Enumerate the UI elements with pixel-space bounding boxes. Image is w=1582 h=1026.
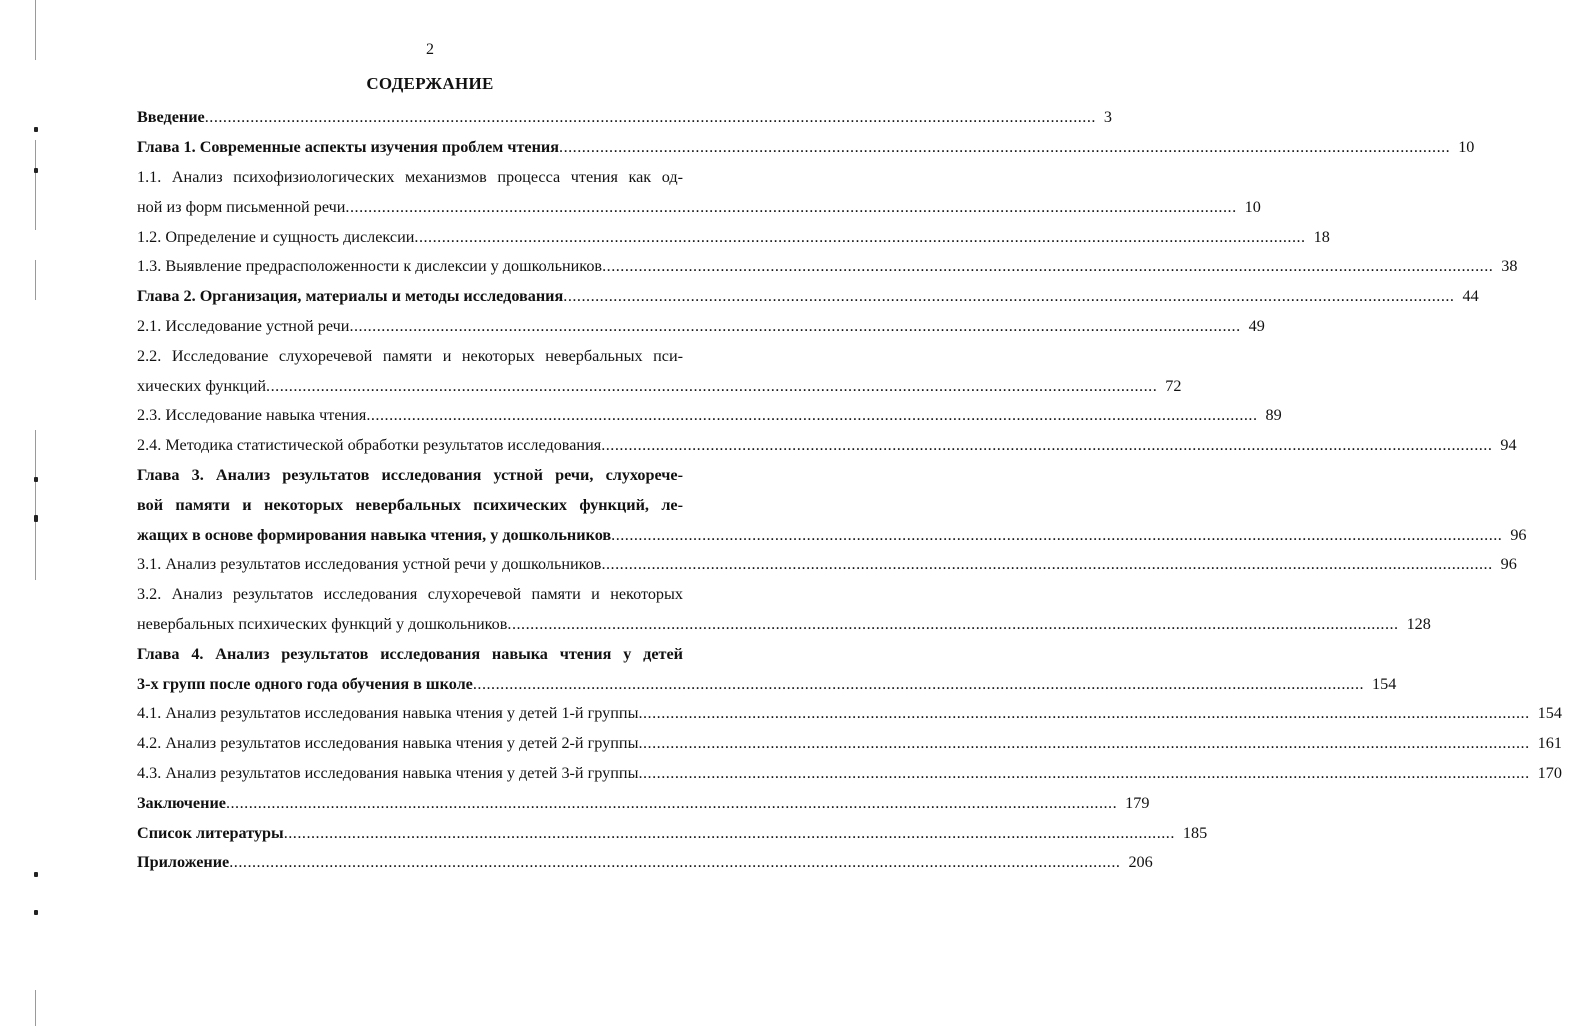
toc-leader-dots: ....................................................................................................................................................................................................: [563, 287, 1455, 306]
toc-entry-appendix[interactable]: [137, 848, 1153, 878]
toc-entry-text: жащих в основе формирования навыка чтения, у дошкольников: [137, 525, 612, 544]
toc-entry-chapter-1[interactable]: [137, 133, 1475, 163]
scan-binding-edge: [35, 0, 37, 1026]
toc-entry-chapter-3-line-1[interactable]: [137, 461, 729, 491]
toc-entry-1-2[interactable]: [137, 222, 1330, 252]
page-number: 2: [426, 41, 434, 58]
toc-entry-text: 4.3. Анализ результатов исследования навыка чтения у детей 3-й группы: [137, 763, 639, 782]
toc-entry-text: 2.4. Методика статистической обработки результатов исследования: [137, 436, 602, 455]
toc-entry-text: ной из форм письменной речи: [137, 197, 346, 216]
toc-page-number: 128: [1406, 614, 1431, 633]
page-title: СОДЕРЖАНИЕ: [366, 74, 494, 93]
toc-leader-dots: ....................................................................................................................................................................................................: [204, 108, 1096, 127]
edge-line-segment: [35, 140, 36, 230]
toc-page-number: 154: [1537, 704, 1562, 723]
toc-leader-dots: ....................................................................................................................................................................................................: [225, 793, 1118, 812]
toc-entry-references[interactable]: [137, 818, 1208, 848]
toc-entry-text: невербальных психических функций у дошкольников: [137, 614, 508, 633]
toc-entry-chapter-3-line-2[interactable]: [137, 490, 729, 520]
toc-entry-4-2[interactable]: [137, 729, 1562, 759]
toc-page-number: 10: [1244, 197, 1261, 216]
scan-speck: [34, 477, 38, 482]
toc-entry-chapter-4-line-1[interactable]: [137, 639, 729, 669]
toc-page-number: 96: [1510, 525, 1527, 544]
toc-entry-3-1[interactable]: [137, 550, 1517, 580]
toc-page-number: 18: [1313, 227, 1330, 246]
toc-leader-dots: ....................................................................................................................................................................................................: [601, 555, 1493, 574]
toc-entry-2-2-line-1[interactable]: [137, 341, 729, 371]
scan-speck: [34, 127, 38, 132]
toc-page-number: 96: [1500, 555, 1517, 574]
toc-leader-dots: ....................................................................................................................................................................................................: [602, 257, 1494, 276]
toc-page-number: 10: [1458, 138, 1475, 157]
toc-entry-text: 3.1. Анализ результатов исследования устной речи у дошкольников: [137, 555, 602, 574]
toc-entry-2-2-line-2[interactable]: [137, 371, 1182, 401]
toc-leader-dots: ....................................................................................................................................................................................................: [559, 138, 1451, 157]
toc-leader-dots: ....................................................................................................................................................................................................: [366, 406, 1258, 425]
toc-entry-4-3[interactable]: [137, 759, 1562, 789]
toc-page-number: 170: [1537, 763, 1562, 782]
toc-entry-text: Глава 3. Анализ результатов исследования устной речи, слухорече-: [137, 465, 683, 484]
scan-speck: [34, 168, 38, 173]
toc-page-number: 185: [1182, 823, 1208, 842]
toc-entry-text: 1.2. Определение и сущность дислексии: [137, 227, 415, 246]
toc-entry-text: 3.2. Анализ результатов исследования слухоречевой памяти и некоторых: [137, 585, 683, 604]
toc-entry-text: 3-х групп после одного года обучения в школе: [137, 674, 473, 693]
toc-leader-dots: ....................................................................................................................................................................................................: [472, 674, 1365, 693]
toc-entry-text: Глава 1. Современные аспекты изучения проблем чтения: [137, 138, 560, 157]
toc-leader-dots: ....................................................................................................................................................................................................: [283, 823, 1175, 842]
toc-page-number: 161: [1537, 734, 1562, 753]
toc-page-number: 72: [1165, 376, 1182, 395]
edge-line-segment: [35, 260, 36, 300]
toc-entry-text: Приложение: [137, 853, 230, 872]
toc-entry-text: Заключение: [137, 793, 226, 812]
toc-page-number: 49: [1248, 316, 1265, 335]
toc-entry-chapter-4-line-2[interactable]: [137, 669, 1397, 699]
toc-entry-4-1[interactable]: [137, 699, 1562, 729]
toc-entry-text: Введение: [137, 108, 205, 127]
toc-entry-text: 2.1. Исследование устной речи: [137, 316, 350, 335]
toc-entry-text: 4.2. Анализ результатов исследования навыка чтения у детей 2-й группы: [137, 734, 639, 753]
toc-entry-2-4[interactable]: [137, 431, 1517, 461]
edge-line-segment: [35, 430, 36, 580]
toc-entry-3-2-line-1[interactable]: [137, 580, 729, 610]
toc-entry-3-2-line-2[interactable]: [137, 610, 1431, 640]
toc-entry-text: 1.3. Выявление предрасположенности к дислексии у дошкольников: [137, 257, 603, 276]
toc-entry-text: Глава 4. Анализ результатов исследования навыка чтения у детей: [137, 644, 683, 663]
toc-leader-dots: ....................................................................................................................................................................................................: [266, 376, 1158, 395]
toc-entry-2-3[interactable]: [137, 401, 1282, 431]
toc-leader-dots: ....................................................................................................................................................................................................: [638, 734, 1530, 753]
toc-entry-conclusion[interactable]: [137, 788, 1150, 818]
scan-speck: [34, 515, 38, 522]
toc-entry-text: вой памяти и некоторых невербальных психических функций, ле-: [137, 495, 683, 514]
toc-page-number: 94: [1500, 436, 1517, 455]
toc-page-number: 38: [1501, 257, 1518, 276]
toc-page-number: 206: [1128, 853, 1153, 872]
toc-entry-1-1-line-2[interactable]: [137, 192, 1261, 222]
scan-speck: [34, 910, 38, 915]
toc-entry-text: Список литературы: [137, 823, 284, 842]
toc-page-number: 89: [1265, 406, 1282, 425]
toc-entry-text: хических функций: [137, 376, 267, 395]
toc-entry-text: 1.1. Анализ психофизиологических механизмов процесса чтения как од-: [137, 167, 683, 186]
toc-leader-dots: ....................................................................................................................................................................................................: [611, 525, 1503, 544]
toc-entry-text: 2.3. Исследование навыка чтения: [137, 406, 367, 425]
toc-entry-text: 2.2. Исследование слухоречевой памяти и некоторых невербальных пси-: [137, 346, 683, 365]
toc-page-number: 154: [1372, 674, 1397, 693]
toc-page-number: 179: [1125, 793, 1150, 812]
toc-leader-dots: ....................................................................................................................................................................................................: [345, 197, 1237, 216]
toc-page-number: 3: [1103, 108, 1113, 127]
toc-leader-dots: ....................................................................................................................................................................................................: [349, 316, 1241, 335]
edge-line-segment: [35, 990, 36, 1026]
toc-page-number: 44: [1462, 287, 1479, 306]
toc-entry-chapter-3-line-3[interactable]: [137, 520, 1527, 550]
toc-leader-dots: ....................................................................................................................................................................................................: [507, 614, 1399, 633]
toc-entry-2-1[interactable]: [137, 312, 1265, 342]
toc-entry-chapter-2[interactable]: [137, 282, 1479, 312]
toc-entry-1-1-line-1[interactable]: [137, 163, 729, 193]
table-of-contents: [137, 103, 1562, 878]
toc-entry-introduction[interactable]: [137, 103, 1113, 133]
scan-speck: [34, 872, 38, 877]
toc-leader-dots: ....................................................................................................................................................................................................: [638, 704, 1530, 723]
toc-leader-dots: ....................................................................................................................................................................................................: [638, 763, 1530, 782]
toc-entry-1-3[interactable]: [137, 252, 1518, 282]
toc-leader-dots: ....................................................................................................................................................................................................: [229, 853, 1121, 872]
toc-leader-dots: ....................................................................................................................................................................................................: [414, 227, 1306, 246]
toc-entry-text: Глава 2. Организация, материалы и методы исследования: [137, 287, 564, 306]
toc-entry-text: 4.1. Анализ результатов исследования навыка чтения у детей 1-й группы: [137, 704, 639, 723]
toc-leader-dots: ....................................................................................................................................................................................................: [601, 436, 1493, 455]
